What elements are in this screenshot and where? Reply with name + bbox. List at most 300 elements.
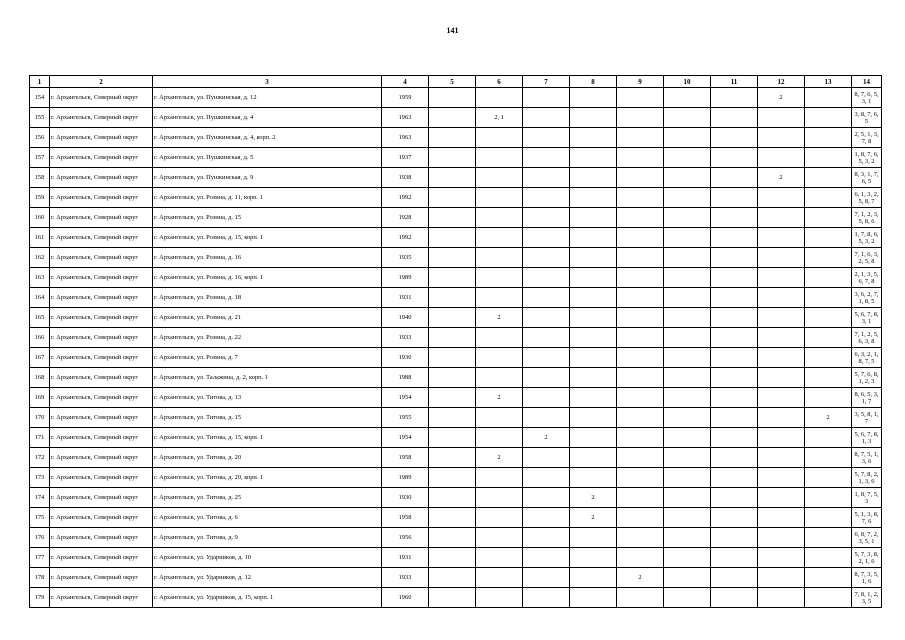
district-cell: г. Архангельск, Северный округ: [50, 88, 153, 108]
col6-cell: [476, 468, 523, 488]
col6-cell: [476, 548, 523, 568]
col13-cell: [805, 348, 852, 368]
col9-cell: [617, 248, 664, 268]
col9-cell: [617, 508, 664, 528]
address-cell: г. Архангельск, ул. Пушкинская, д. 4, корп. 2: [153, 128, 382, 148]
col9-cell: [617, 208, 664, 228]
col10-cell: [664, 488, 711, 508]
address-cell: г. Архангельск, ул. Пушкинская, д. 9: [153, 168, 382, 188]
col5-cell: [429, 88, 476, 108]
col11-cell: [711, 228, 758, 248]
year-cell: 1958: [382, 448, 429, 468]
col5-cell: [429, 568, 476, 588]
table-row: [30, 368, 882, 388]
col10-cell: [664, 368, 711, 388]
row-number: 172: [30, 448, 50, 468]
row-number: 158: [30, 168, 50, 188]
col14-cell: 6, 3, 2, 1, 8, 7, 5: [852, 348, 882, 368]
year-cell: 1935: [382, 248, 429, 268]
col7-cell: [523, 488, 570, 508]
col9-cell: [617, 228, 664, 248]
col5-cell: [429, 168, 476, 188]
col5-cell: [429, 468, 476, 488]
table-row: [30, 408, 882, 428]
year-cell: 1931: [382, 288, 429, 308]
table-row: [30, 268, 882, 288]
column-header-4: 4: [382, 76, 429, 88]
address-cell: г. Архангельск, ул. Титова, д. 13: [153, 388, 382, 408]
col14-cell: 5, 6, 7, 8, 1, 3: [852, 428, 882, 448]
row-number: 177: [30, 548, 50, 568]
col11-cell: [711, 208, 758, 228]
col11-cell: [711, 148, 758, 168]
col8-cell: [570, 328, 617, 348]
col12-cell: [758, 448, 805, 468]
col13-cell: [805, 368, 852, 388]
col10-cell: [664, 528, 711, 548]
row-number: 162: [30, 248, 50, 268]
address-cell: г. Архангельск, ул. Розина, д. 21: [153, 308, 382, 328]
row-number: 156: [30, 128, 50, 148]
col14-cell: 2, 5, 1, 3, 7, 8: [852, 128, 882, 148]
address-cell: г. Архангельск, ул. Розина, д. 11, корп. 1: [153, 188, 382, 208]
col13-cell: [805, 568, 852, 588]
col5-cell: [429, 248, 476, 268]
district-cell: г. Архангельск, Северный округ: [50, 388, 153, 408]
col5-cell: [429, 528, 476, 548]
col9-cell: [617, 368, 664, 388]
year-cell: 1940: [382, 308, 429, 328]
col12-cell: [758, 128, 805, 148]
col14-cell: 5, 7, 8, 2, 1, 3, 6: [852, 468, 882, 488]
column-header-13: 13: [805, 76, 852, 88]
col9-cell: 2: [617, 568, 664, 588]
col13-cell: [805, 108, 852, 128]
col10-cell: [664, 568, 711, 588]
col10-cell: [664, 108, 711, 128]
col7-cell: [523, 148, 570, 168]
year-cell: 1989: [382, 268, 429, 288]
table-row: [30, 448, 882, 468]
col12-cell: [758, 488, 805, 508]
col14-cell: 2, 1, 3, 5, 6, 7, 8: [852, 268, 882, 288]
table-row: [30, 588, 882, 608]
col7-cell: [523, 348, 570, 368]
col7-cell: [523, 328, 570, 348]
column-header-2: 2: [50, 76, 153, 88]
col10-cell: [664, 188, 711, 208]
col12-cell: [758, 108, 805, 128]
col7-cell: [523, 88, 570, 108]
col14-cell: 1, 8, 7, 6, 5, 3, 2: [852, 148, 882, 168]
table-row: [30, 528, 882, 548]
row-number: 171: [30, 428, 50, 448]
col13-cell: [805, 588, 852, 608]
table-row: [30, 428, 882, 448]
col6-cell: [476, 408, 523, 428]
register-table: [29, 75, 882, 608]
col13-cell: [805, 128, 852, 148]
col13-cell: [805, 88, 852, 108]
col12-cell: [758, 148, 805, 168]
district-cell: г. Архангельск, Северный округ: [50, 328, 153, 348]
col6-cell: [476, 348, 523, 368]
col11-cell: [711, 288, 758, 308]
col14-cell: 1, 8, 7, 5, 3: [852, 488, 882, 508]
col14-cell: 6, 8, 7, 2, 3, 5, 1: [852, 528, 882, 548]
table-row: [30, 148, 882, 168]
col14-cell: 5, 1, 3, 8, 7, 6: [852, 508, 882, 528]
year-cell: 1930: [382, 348, 429, 368]
col5-cell: [429, 108, 476, 128]
col6-cell: 2, 1: [476, 108, 523, 128]
address-cell: г. Архангельск, ул. Титова, д. 6: [153, 508, 382, 528]
col9-cell: [617, 428, 664, 448]
col6-cell: [476, 248, 523, 268]
col14-cell: 7, 1, 6, 3, 2, 5, 8: [852, 248, 882, 268]
col14-cell: 5, 6, 7, 8, 3, 1: [852, 308, 882, 328]
col9-cell: [617, 288, 664, 308]
col10-cell: [664, 328, 711, 348]
col11-cell: [711, 368, 758, 388]
col6-cell: [476, 128, 523, 148]
row-number: 154: [30, 88, 50, 108]
col10-cell: [664, 548, 711, 568]
col12-cell: [758, 188, 805, 208]
district-cell: г. Архангельск, Северный округ: [50, 428, 153, 448]
col9-cell: [617, 468, 664, 488]
col10-cell: [664, 288, 711, 308]
address-cell: г. Архангельск, ул. Пушкинская, д. 12: [153, 88, 382, 108]
col12-cell: [758, 288, 805, 308]
col5-cell: [429, 448, 476, 468]
district-cell: г. Архангельск, Северный округ: [50, 268, 153, 288]
year-cell: 1930: [382, 488, 429, 508]
col12-cell: [758, 328, 805, 348]
col10-cell: [664, 128, 711, 148]
address-cell: г. Архангельск, ул. Талажина, д. 2, корп. 1: [153, 368, 382, 388]
col14-cell: 5, 7, 3, 8, 2, 1, 6: [852, 548, 882, 568]
col12-cell: [758, 568, 805, 588]
col7-cell: [523, 288, 570, 308]
col9-cell: [617, 348, 664, 368]
col8-cell: [570, 368, 617, 388]
col10-cell: [664, 468, 711, 488]
col11-cell: [711, 108, 758, 128]
col9-cell: [617, 408, 664, 428]
col12-cell: [758, 508, 805, 528]
col13-cell: [805, 288, 852, 308]
col7-cell: [523, 528, 570, 548]
district-cell: г. Архангельск, Северный округ: [50, 248, 153, 268]
col8-cell: [570, 308, 617, 328]
col13-cell: [805, 248, 852, 268]
col8-cell: [570, 428, 617, 448]
year-cell: 1933: [382, 328, 429, 348]
col10-cell: [664, 448, 711, 468]
col13-cell: [805, 188, 852, 208]
year-cell: 1989: [382, 468, 429, 488]
col6-cell: [476, 288, 523, 308]
district-cell: г. Архангельск, Северный округ: [50, 168, 153, 188]
district-cell: г. Архангельск, Северный округ: [50, 228, 153, 248]
column-header-10: 10: [664, 76, 711, 88]
address-cell: г. Архангельск, ул. Ударников, д. 12: [153, 568, 382, 588]
col7-cell: [523, 128, 570, 148]
col10-cell: [664, 208, 711, 228]
col10-cell: [664, 588, 711, 608]
col14-cell: 3, 5, 8, 1, 7: [852, 408, 882, 428]
col13-cell: [805, 148, 852, 168]
table-row: [30, 288, 882, 308]
table-row: [30, 248, 882, 268]
col8-cell: [570, 148, 617, 168]
col7-cell: [523, 568, 570, 588]
table-row: [30, 348, 882, 368]
table-row: [30, 208, 882, 228]
col14-cell: 1, 7, 8, 6, 5, 3, 2: [852, 228, 882, 248]
year-cell: 1955: [382, 408, 429, 428]
col13-cell: [805, 388, 852, 408]
col8-cell: [570, 468, 617, 488]
year-cell: 1954: [382, 428, 429, 448]
table-row: [30, 168, 882, 188]
col9-cell: [617, 548, 664, 568]
col9-cell: [617, 448, 664, 468]
col5-cell: [429, 348, 476, 368]
row-number: 173: [30, 468, 50, 488]
column-header-9: 9: [617, 76, 664, 88]
col8-cell: [570, 208, 617, 228]
col11-cell: [711, 468, 758, 488]
year-cell: 1959: [382, 88, 429, 108]
col14-cell: 3, 6, 2, 7, 1, 8, 5: [852, 288, 882, 308]
col6-cell: [476, 488, 523, 508]
col5-cell: [429, 368, 476, 388]
district-cell: г. Архангельск, Северный округ: [50, 288, 153, 308]
year-cell: 1938: [382, 168, 429, 188]
col9-cell: [617, 588, 664, 608]
year-cell: 1933: [382, 568, 429, 588]
row-number: 160: [30, 208, 50, 228]
district-cell: г. Архангельск, Северный округ: [50, 108, 153, 128]
col5-cell: [429, 288, 476, 308]
col8-cell: [570, 228, 617, 248]
district-cell: г. Архангельск, Северный округ: [50, 488, 153, 508]
col8-cell: [570, 88, 617, 108]
col14-cell: 3, 8, 7, 6, 5: [852, 108, 882, 128]
col11-cell: [711, 548, 758, 568]
col11-cell: [711, 128, 758, 148]
row-number: 175: [30, 508, 50, 528]
col10-cell: [664, 228, 711, 248]
col10-cell: [664, 308, 711, 328]
district-cell: г. Архангельск, Северный округ: [50, 128, 153, 148]
col11-cell: [711, 508, 758, 528]
col7-cell: [523, 268, 570, 288]
col8-cell: [570, 168, 617, 188]
col12-cell: [758, 368, 805, 388]
row-number: 174: [30, 488, 50, 508]
row-number: 178: [30, 568, 50, 588]
col9-cell: [617, 388, 664, 408]
col13-cell: [805, 228, 852, 248]
row-number: 166: [30, 328, 50, 348]
col8-cell: 2: [570, 488, 617, 508]
col14-cell: 8, 3, 1, 7, 6, 5: [852, 168, 882, 188]
col7-cell: 2: [523, 428, 570, 448]
table-row: [30, 568, 882, 588]
col5-cell: [429, 268, 476, 288]
col11-cell: [711, 308, 758, 328]
row-number: 167: [30, 348, 50, 368]
table-row: [30, 108, 882, 128]
col5-cell: [429, 488, 476, 508]
col14-cell: 8, 6, 5, 3, 1, 7: [852, 388, 882, 408]
year-cell: 1931: [382, 548, 429, 568]
col5-cell: [429, 388, 476, 408]
district-cell: г. Архангельск, Северный округ: [50, 528, 153, 548]
column-header-1: 1: [30, 76, 50, 88]
year-cell: 1963: [382, 108, 429, 128]
address-cell: г. Архангельск, ул. Ударников, д. 15, корп. 1: [153, 588, 382, 608]
col6-cell: [476, 528, 523, 548]
col11-cell: [711, 348, 758, 368]
col12-cell: [758, 228, 805, 248]
col6-cell: [476, 328, 523, 348]
col14-cell: 8, 7, 3, 5, 1, 6: [852, 568, 882, 588]
col11-cell: [711, 168, 758, 188]
col7-cell: [523, 208, 570, 228]
col14-cell: 6, 1, 3, 2, 5, 8, 7: [852, 188, 882, 208]
row-number: 163: [30, 268, 50, 288]
col14-cell: 8, 7, 6, 5, 3, 1: [852, 88, 882, 108]
address-cell: г. Архангельск, ул. Розина, д. 16: [153, 248, 382, 268]
col5-cell: [429, 208, 476, 228]
col8-cell: [570, 108, 617, 128]
table-row: [30, 128, 882, 148]
col8-cell: [570, 188, 617, 208]
col6-cell: [476, 268, 523, 288]
row-number: 168: [30, 368, 50, 388]
row-number: 165: [30, 308, 50, 328]
table-row: [30, 508, 882, 528]
table-header-row: [30, 76, 882, 88]
col13-cell: [805, 328, 852, 348]
col12-cell: [758, 348, 805, 368]
col8-cell: [570, 268, 617, 288]
col7-cell: [523, 508, 570, 528]
district-cell: г. Архангельск, Северный округ: [50, 568, 153, 588]
col10-cell: [664, 88, 711, 108]
address-cell: г. Архангельск, ул. Розина, д. 7: [153, 348, 382, 368]
row-number: 179: [30, 588, 50, 608]
col11-cell: [711, 588, 758, 608]
address-cell: г. Архангельск, ул. Пушкинская, д. 4: [153, 108, 382, 128]
col12-cell: [758, 308, 805, 328]
col9-cell: [617, 308, 664, 328]
col5-cell: [429, 148, 476, 168]
col8-cell: [570, 288, 617, 308]
col6-cell: [476, 148, 523, 168]
col10-cell: [664, 248, 711, 268]
table-row: [30, 548, 882, 568]
col9-cell: [617, 528, 664, 548]
col11-cell: [711, 88, 758, 108]
col8-cell: 2: [570, 508, 617, 528]
col12-cell: [758, 248, 805, 268]
col5-cell: [429, 508, 476, 528]
col14-cell: 7, 1, 2, 5, 6, 3, 8: [852, 328, 882, 348]
col7-cell: [523, 308, 570, 328]
address-cell: г. Архангельск, ул. Титова, д. 15: [153, 408, 382, 428]
district-cell: г. Архангельск, Северный округ: [50, 148, 153, 168]
col11-cell: [711, 388, 758, 408]
col12-cell: [758, 528, 805, 548]
column-header-11: 11: [711, 76, 758, 88]
col8-cell: [570, 388, 617, 408]
address-cell: г. Архангельск, ул. Пушкинская, д. 5: [153, 148, 382, 168]
column-header-14: 14: [852, 76, 882, 88]
year-cell: 1954: [382, 388, 429, 408]
col5-cell: [429, 308, 476, 328]
row-number: 170: [30, 408, 50, 428]
table-row: [30, 228, 882, 248]
col6-cell: 2: [476, 308, 523, 328]
col11-cell: [711, 428, 758, 448]
col6-cell: [476, 588, 523, 608]
col7-cell: [523, 548, 570, 568]
year-cell: 1937: [382, 148, 429, 168]
address-cell: г. Архангельск, ул. Титова, д. 9: [153, 528, 382, 548]
col13-cell: [805, 308, 852, 328]
address-cell: г. Архангельск, ул. Титова, д. 25: [153, 488, 382, 508]
col12-cell: [758, 548, 805, 568]
col7-cell: [523, 108, 570, 128]
address-cell: г. Архангельск, ул. Розина, д. 15: [153, 208, 382, 228]
col7-cell: [523, 188, 570, 208]
row-number: 176: [30, 528, 50, 548]
col13-cell: [805, 168, 852, 188]
col5-cell: [429, 328, 476, 348]
col13-cell: 2: [805, 408, 852, 428]
col8-cell: [570, 548, 617, 568]
address-cell: г. Архангельск, ул. Титова, д. 15, корп. 1: [153, 428, 382, 448]
col11-cell: [711, 528, 758, 548]
col8-cell: [570, 588, 617, 608]
col11-cell: [711, 488, 758, 508]
col12-cell: [758, 208, 805, 228]
column-header-12: 12: [758, 76, 805, 88]
col5-cell: [429, 228, 476, 248]
col13-cell: [805, 488, 852, 508]
col10-cell: [664, 408, 711, 428]
col10-cell: [664, 388, 711, 408]
district-cell: г. Архангельск, Северный округ: [50, 308, 153, 328]
col9-cell: [617, 88, 664, 108]
col12-cell: [758, 588, 805, 608]
col5-cell: [429, 548, 476, 568]
column-header-5: 5: [429, 76, 476, 88]
district-cell: г. Архангельск, Северный округ: [50, 548, 153, 568]
col8-cell: [570, 348, 617, 368]
col8-cell: [570, 248, 617, 268]
col7-cell: [523, 248, 570, 268]
column-header-6: 6: [476, 76, 523, 88]
col7-cell: [523, 168, 570, 188]
col7-cell: [523, 588, 570, 608]
col8-cell: [570, 528, 617, 548]
